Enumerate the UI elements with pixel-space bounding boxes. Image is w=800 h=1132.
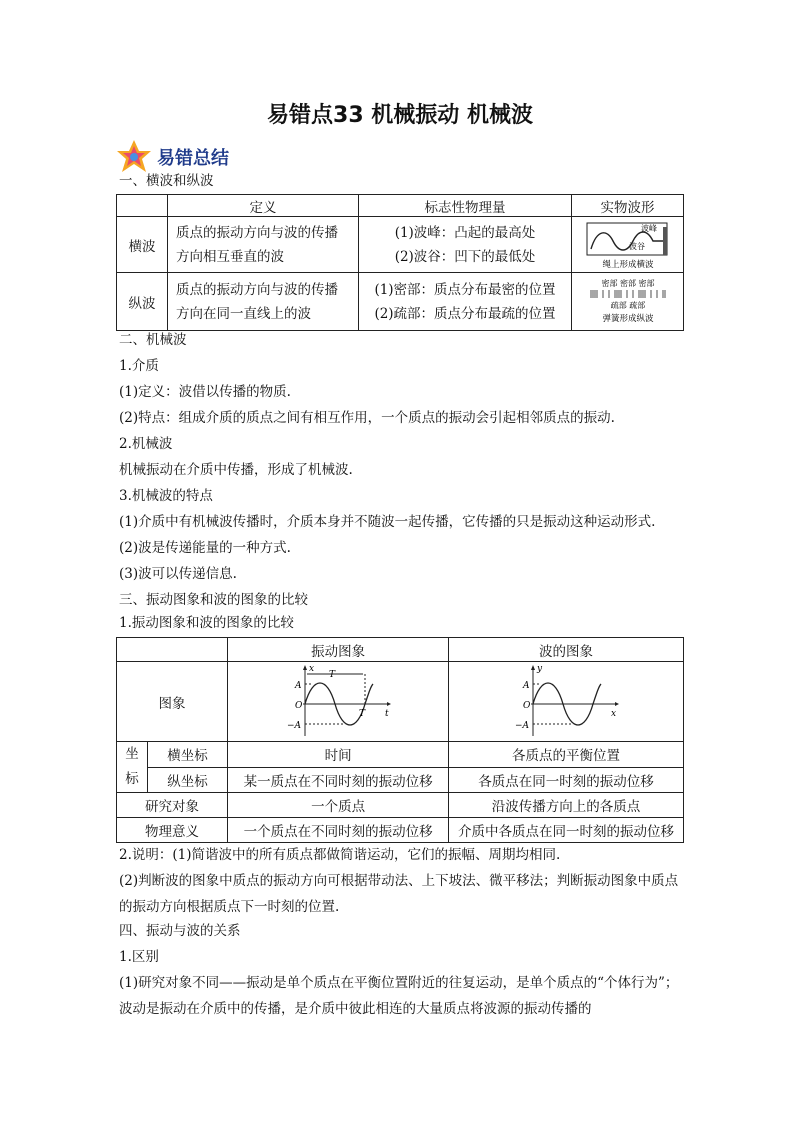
axis-label: T [359, 708, 366, 719]
sparse-label: 疏部 疏部 [610, 300, 645, 310]
wave-graph [449, 662, 684, 742]
axis-label: −A [287, 720, 302, 731]
section-1-heading: 一、横波和纵波 [119, 173, 214, 189]
subheading: 1.介质 [119, 358, 159, 374]
subheading: 3.机械波的特点 [119, 488, 213, 504]
axis-label: −A [515, 720, 530, 731]
definition-cell: 质点的振动方向与波的传播 方向相互垂直的波 [168, 217, 359, 273]
table-cell: 一个质点 [228, 793, 449, 818]
paragraph: (2)判断波的图象中质点的振动方向可根据带动法、上下坡法、微平移法；判断振动图象中质点的振动方向根据质点下一时刻的位置. [119, 873, 679, 915]
row-label: 纵坐标 [148, 767, 228, 793]
table-cell: 时间 [228, 742, 449, 768]
paragraph: (1)研究对象不同——振动是单个质点在平衡位置附近的往复运动，是单个质点的“个体行为”；波动是振动在介质中的传播，是介质中彼此相连的大量质点将波源的振动传播的 [119, 975, 679, 1017]
quantity-cell: (1)密部：质点分布最密的位置 (2)疏部：质点分布最疏的位置 [359, 273, 572, 331]
paragraph: (1)定义：波借以传播的物质. [119, 384, 291, 400]
trough-label: 波谷 [628, 241, 645, 251]
table-header: 标志性物理量 [359, 195, 572, 217]
row-label: 物理意义 [117, 818, 228, 843]
axis-label: x [611, 708, 617, 719]
quantity-cell: (1)波峰：凸起的最高处 (2)波谷：凹下的最低处 [359, 217, 572, 273]
axis-label: O [523, 700, 531, 711]
axis-label: O [295, 700, 303, 711]
badge-label: 易错总结 [157, 148, 229, 169]
table-header: 实物波形 [572, 195, 684, 217]
definition-cell: 质点的振动方向与波的传播 方向在同一直线上的波 [168, 273, 359, 331]
axis-label: T [329, 669, 336, 680]
paragraph: 2.说明：(1)简谐波中的所有质点都做简谐运动，它们的振幅、周期均相同. [119, 847, 561, 863]
table-cell: 一个质点在不同时刻的振动位移 [228, 818, 449, 843]
row-label: 横坐标 [148, 742, 228, 768]
paragraph: (2)特点：组成介质的质点之间有相互作用，一个质点的振动会引起相邻质点的振动. [119, 410, 615, 426]
row-label: 横波 [117, 217, 168, 273]
paragraph: (1)介质中有机械波传播时，介质本身并不随波一起传播，它传播的只是振动这种运动形式. [119, 514, 656, 530]
paragraph: (2)波是传递能量的一种方式. [119, 540, 291, 556]
figure-caption: 绳上形成横波 [601, 259, 654, 270]
section-2-heading: 二、机械波 [119, 332, 187, 348]
row-label: 纵波 [117, 273, 168, 331]
table-header: 定义 [168, 195, 359, 217]
table-cell: 某一质点在不同时刻的振动位移 [228, 767, 449, 793]
axis-label: A [295, 680, 302, 691]
subheading: 1.区别 [119, 949, 159, 965]
dense-label: 密部 密部 密部 [600, 278, 655, 288]
transverse-wave-figure [572, 217, 684, 273]
table-cell: 介质中各质点在同一时刻的振动位移 [449, 818, 684, 843]
table-cell: 各质点的平衡位置 [449, 742, 684, 768]
table-cell: 各质点在同一时刻的振动位移 [449, 767, 684, 793]
comparison-table [116, 637, 684, 843]
star-icon [115, 138, 153, 176]
section-3-heading: 三、振动图象和波的图象的比较 [119, 592, 308, 608]
axis-label: t [385, 708, 389, 719]
paragraph: 机械振动在介质中传播，形成了机械波. [119, 462, 353, 478]
section-4-heading: 四、振动与波的关系 [119, 923, 241, 939]
row-label: 图象 [117, 662, 228, 742]
subheading: 2.机械波 [119, 436, 173, 452]
vibration-graph [228, 662, 449, 742]
coord-label: 坐 标 [117, 742, 148, 793]
row-label: 研究对象 [117, 793, 228, 818]
empty-header [117, 638, 228, 662]
axis-label: A [523, 680, 530, 691]
axis-label: x [309, 663, 315, 674]
table-header [117, 195, 168, 217]
subheading: 1.振动图象和波的图象的比较 [119, 615, 294, 631]
page-title: 易错点33 机械振动 机械波 [267, 103, 533, 128]
wave-type-table [116, 194, 684, 331]
crest-label: 波峰 [640, 223, 657, 233]
paragraph: (3)波可以传递信息. [119, 566, 237, 582]
table-cell: 沿波传播方向上的各质点 [449, 793, 684, 818]
axis-label: y [537, 663, 543, 674]
table-header: 振动图象 [228, 638, 449, 662]
section-badge [115, 138, 229, 176]
figure-caption: 弹簧形成纵波 [601, 313, 654, 324]
table-header: 波的图象 [449, 638, 684, 662]
longitudinal-wave-figure [572, 273, 684, 331]
